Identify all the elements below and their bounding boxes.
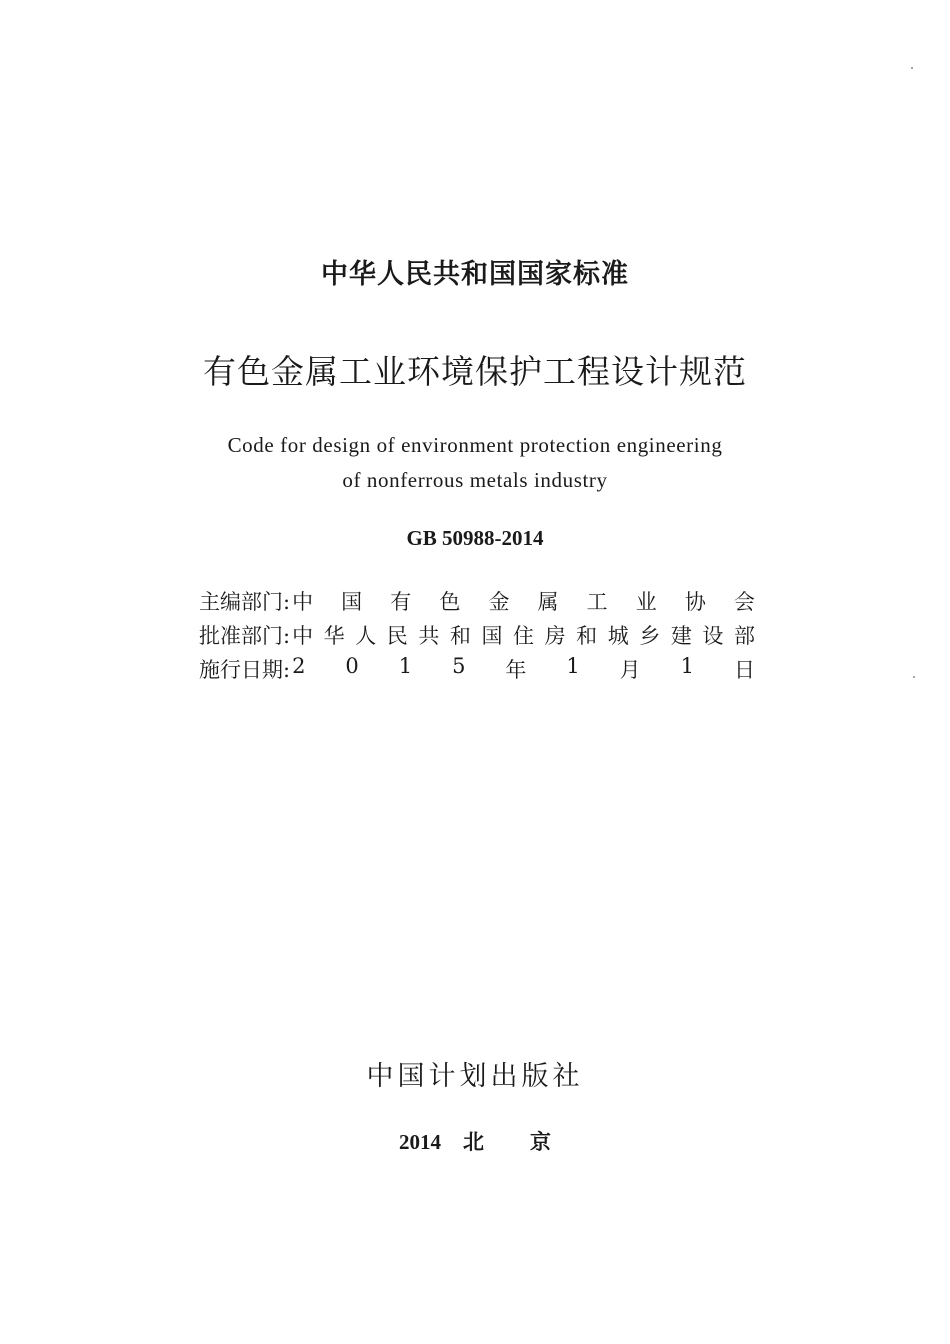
value-char: 金 xyxy=(488,590,510,614)
value-char: 1 xyxy=(680,654,694,678)
value-char: 1 xyxy=(398,654,413,678)
publication-place xyxy=(0,1126,950,1156)
value-char: 年 xyxy=(505,658,527,682)
value-char: 和 xyxy=(576,624,598,648)
value-char: 有 xyxy=(390,590,412,614)
value-char: 房 xyxy=(544,624,566,648)
scan-speck xyxy=(913,676,915,678)
standard-classification: 中华人民共和国国家标准 xyxy=(321,259,629,290)
approver-row xyxy=(199,618,755,652)
value-char: 和 xyxy=(449,624,471,648)
approver-value xyxy=(292,620,755,650)
scan-speck xyxy=(911,67,913,69)
value-char: 会 xyxy=(733,590,755,614)
value-char: 设 xyxy=(702,624,724,648)
effective-date-label: 施行日期: xyxy=(199,658,291,682)
value-char: 城 xyxy=(607,624,629,648)
value-char: 属 xyxy=(537,590,559,614)
title-english xyxy=(0,428,950,498)
value-char: 2 xyxy=(292,654,306,678)
value-char: 部 xyxy=(733,624,755,648)
value-char: 共 xyxy=(418,624,440,648)
value-char: 5 xyxy=(452,654,466,678)
editor-row xyxy=(199,584,755,618)
value-char: 0 xyxy=(345,654,359,678)
publication-year: 2014 xyxy=(399,1130,441,1154)
value-char: 住 xyxy=(513,624,535,648)
title-english-line-2: of nonferrous metals industry xyxy=(342,468,608,492)
editor-label: 主编部门: xyxy=(199,590,291,614)
editor-value xyxy=(292,586,755,616)
value-char: 工 xyxy=(586,590,608,614)
value-char: 色 xyxy=(439,590,461,614)
title-chinese: 有色金属工业环境保护工程设计规范 xyxy=(203,352,747,391)
value-char: 日 xyxy=(733,658,755,682)
value-char: 建 xyxy=(670,624,692,648)
value-char: 中 xyxy=(292,590,314,614)
value-char: 协 xyxy=(684,590,706,614)
standard-number: GB 50988-2014 xyxy=(406,526,544,550)
publisher-name: 中国计划出版社 xyxy=(366,1061,584,1092)
value-char: 华 xyxy=(323,624,345,648)
value-char: 中 xyxy=(292,624,314,648)
value-char: 民 xyxy=(386,624,408,648)
value-char: 国 xyxy=(481,624,503,648)
value-char: 乡 xyxy=(639,624,661,648)
effective-date-value xyxy=(292,654,755,684)
publication-city-char-1: 北 xyxy=(463,1130,484,1154)
value-char: 人 xyxy=(355,624,377,648)
approver-label: 批准部门: xyxy=(199,624,291,648)
publication-info xyxy=(199,584,755,686)
publication-city-char-2: 京 xyxy=(530,1130,551,1154)
value-char: 月 xyxy=(619,658,641,682)
value-char: 1 xyxy=(566,654,580,678)
value-char: 国 xyxy=(341,590,363,614)
value-char: 业 xyxy=(635,590,657,614)
title-english-line-1: Code for design of environment protection engineering xyxy=(227,433,723,457)
effective-date-row xyxy=(199,652,755,686)
